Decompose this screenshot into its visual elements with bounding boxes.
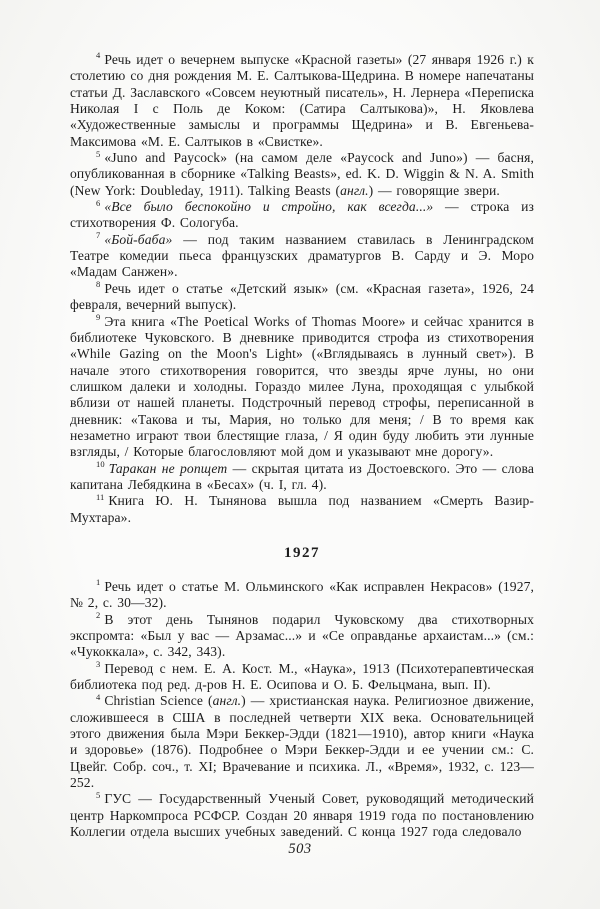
footnote-number: 4 — [96, 50, 101, 61]
footnote-number: 11 — [96, 491, 105, 502]
footnote-text-run: Речь идет о статье «Детский язык» (см. «Красная газета», 1926, 24 февраля, вечерний выпуск). — [70, 280, 534, 313]
footnote-text-run: англ. — [212, 693, 242, 709]
footnote-number: 5 — [96, 789, 101, 800]
footnote-4 — [70, 52, 534, 150]
footnote-text-run: англ. — [340, 182, 369, 198]
footnote-number: 4 — [96, 691, 101, 702]
footnote-6 — [70, 199, 534, 232]
footnote-text-run: Книга Ю. Н. Тынянова вышла под названием «Смерть Вазир-Мухтара». — [70, 493, 534, 525]
notes-section-1926 — [70, 52, 534, 526]
footnote-text-run: «Все было беспокойно и стройно, как всегда...» — [104, 199, 434, 215]
footnote-text-run: Эта книга «The Poetical Works of Thomas Moore» и сейчас хранится в библиотеке Чуковского. В дневнике приводится строфа из стихотворения «While Gazing on the Moon's Light» («Вглядываясь в лунный свет»). В начале этого стихотворения говорится, что звезды ярче луны, но они слишком далеки и холодны. Гораздо милее Луна, проходящая с улыбкой вблизи от нашей планеты. Подстрочный перевод строфы, переписанной в дневник: «Такова и ты, Мария, но только для меня; / В то время как незаметно играют твои блестящие глаза, / Я один буду любить эти лунные взгляды, / Которые благословляют мой дом и указывают мне дорогу». — [70, 313, 534, 460]
footnote-10 — [70, 461, 534, 494]
footnote-8 — [70, 281, 534, 314]
page-number: 503 — [288, 841, 312, 857]
footnote-5 — [70, 791, 534, 840]
footnote-number: 3 — [96, 659, 101, 670]
footnote-text-run: «Juno and Paycock» (на самом деле «Paycock and Juno») — басня, опубликованная в сборнике «Talking Beasts», ed. K. D. Wiggin & N. A. Smith (New York: Doubleday, 1911). Talking Beasts ( — [70, 150, 534, 198]
footnote-number: 7 — [96, 230, 101, 241]
footnote-7 — [70, 232, 534, 281]
footnote-text-run: — скрытая цитата из Достоевского. Это — слова капитана Лебядкина в «Бесах» (ч. I, гл. 4). — [70, 460, 535, 492]
notes-section-1927 — [70, 579, 534, 841]
footnote-number: 8 — [96, 279, 101, 290]
footnote-11 — [70, 493, 534, 526]
footnote-text-run: ) — христианская наука. Религиозное движение, сложившееся в США в последней четверти XIX века. Основательницей этого движения была Мэри Беккер-Эдди (1821—1910), автор книги «Наука и здоровье» (1876). Подробнее о Мэри Беккер-Эдди и ее учении см.: С. Цвейг. Собр. соч., т. XI; Врачевание и психика. Л., «Время», 1932, с. 123—252. — [70, 693, 534, 791]
footnote-3 — [70, 661, 534, 694]
footnote-text-run: Перевод с нем. Е. А. Кост. М., «Наука», 1913 (Психотерапевтическая библиотека под ред. д-ров Н. Е. Осипова и О. Б. Фельцмана, вып. II). — [70, 660, 534, 693]
footnote-number: 2 — [96, 610, 101, 621]
footnote-text-run: Таракан не ропщет — [108, 460, 228, 476]
footnote-9 — [70, 311, 534, 461]
footnote-text-run: «Бой-баба» — [104, 231, 173, 247]
footnote-text-run: — под таким названием ставилась в Ленинградском Театре комедии пьеса французских драматургов В. Сарду и Э. Моро «Мадам Санжен». — [70, 231, 534, 280]
footnote-text-run: Christian Science ( — [104, 693, 213, 709]
text-block — [70, 52, 534, 840]
footnote-1 — [70, 579, 534, 612]
footnote-5 — [70, 150, 534, 199]
footnote-number: 5 — [96, 148, 101, 159]
year-heading: 1927 — [284, 544, 320, 561]
footnote-2 — [70, 612, 534, 661]
footnote-text-run: Речь идет о вечернем выпуске «Красной газеты» (27 января 1926 г.) к столетию со дня рождения М. Е. Салтыкова-Щедрина. В номере напечатаны статьи Д. Заславского «Совсем неуютный писатель», Н. Лернера «Переписка Николая I с Поль де Коком: (Сатира Салтыкова)», Н. Яковлева «Художественные замыслы и программы Щедрина» и В. Евгеньева-Максимова «М. Е. Салтыков в «Свистке». — [70, 52, 534, 149]
footnote-text-run: — строка из стихотворения Ф. Сологуба. — [70, 199, 534, 231]
footnote-text-run: ) — говорящие звери. — [368, 182, 500, 198]
footnote-number: 6 — [96, 197, 101, 208]
footnote-text-run: ГУС — Государственный Ученый Совет, руководящий методический центр Наркомпроса РСФСР. Создан 20 января 1919 года по постановлению Коллегии отдела высших учебных заведений. С конца 1927 года следовало — [70, 791, 534, 840]
footnote-text-run: В этот день Тынянов подарил Чуковскому два стихотворных экспромта: «Был у вас — Арзамас...» и «Се оправданье архаистам...» (см.: «Чукоккала», с. 342, 343). — [70, 611, 534, 660]
footnote-text-run: Речь идет о статье М. Ольминского «Как исправлен Некрасов» (1927, № 2, с. 30—32). — [70, 578, 534, 611]
footnote-number: 1 — [96, 577, 101, 588]
footnote-number: 9 — [96, 311, 101, 322]
footnote-number: 10 — [96, 459, 105, 470]
footnote-4 — [70, 693, 534, 791]
